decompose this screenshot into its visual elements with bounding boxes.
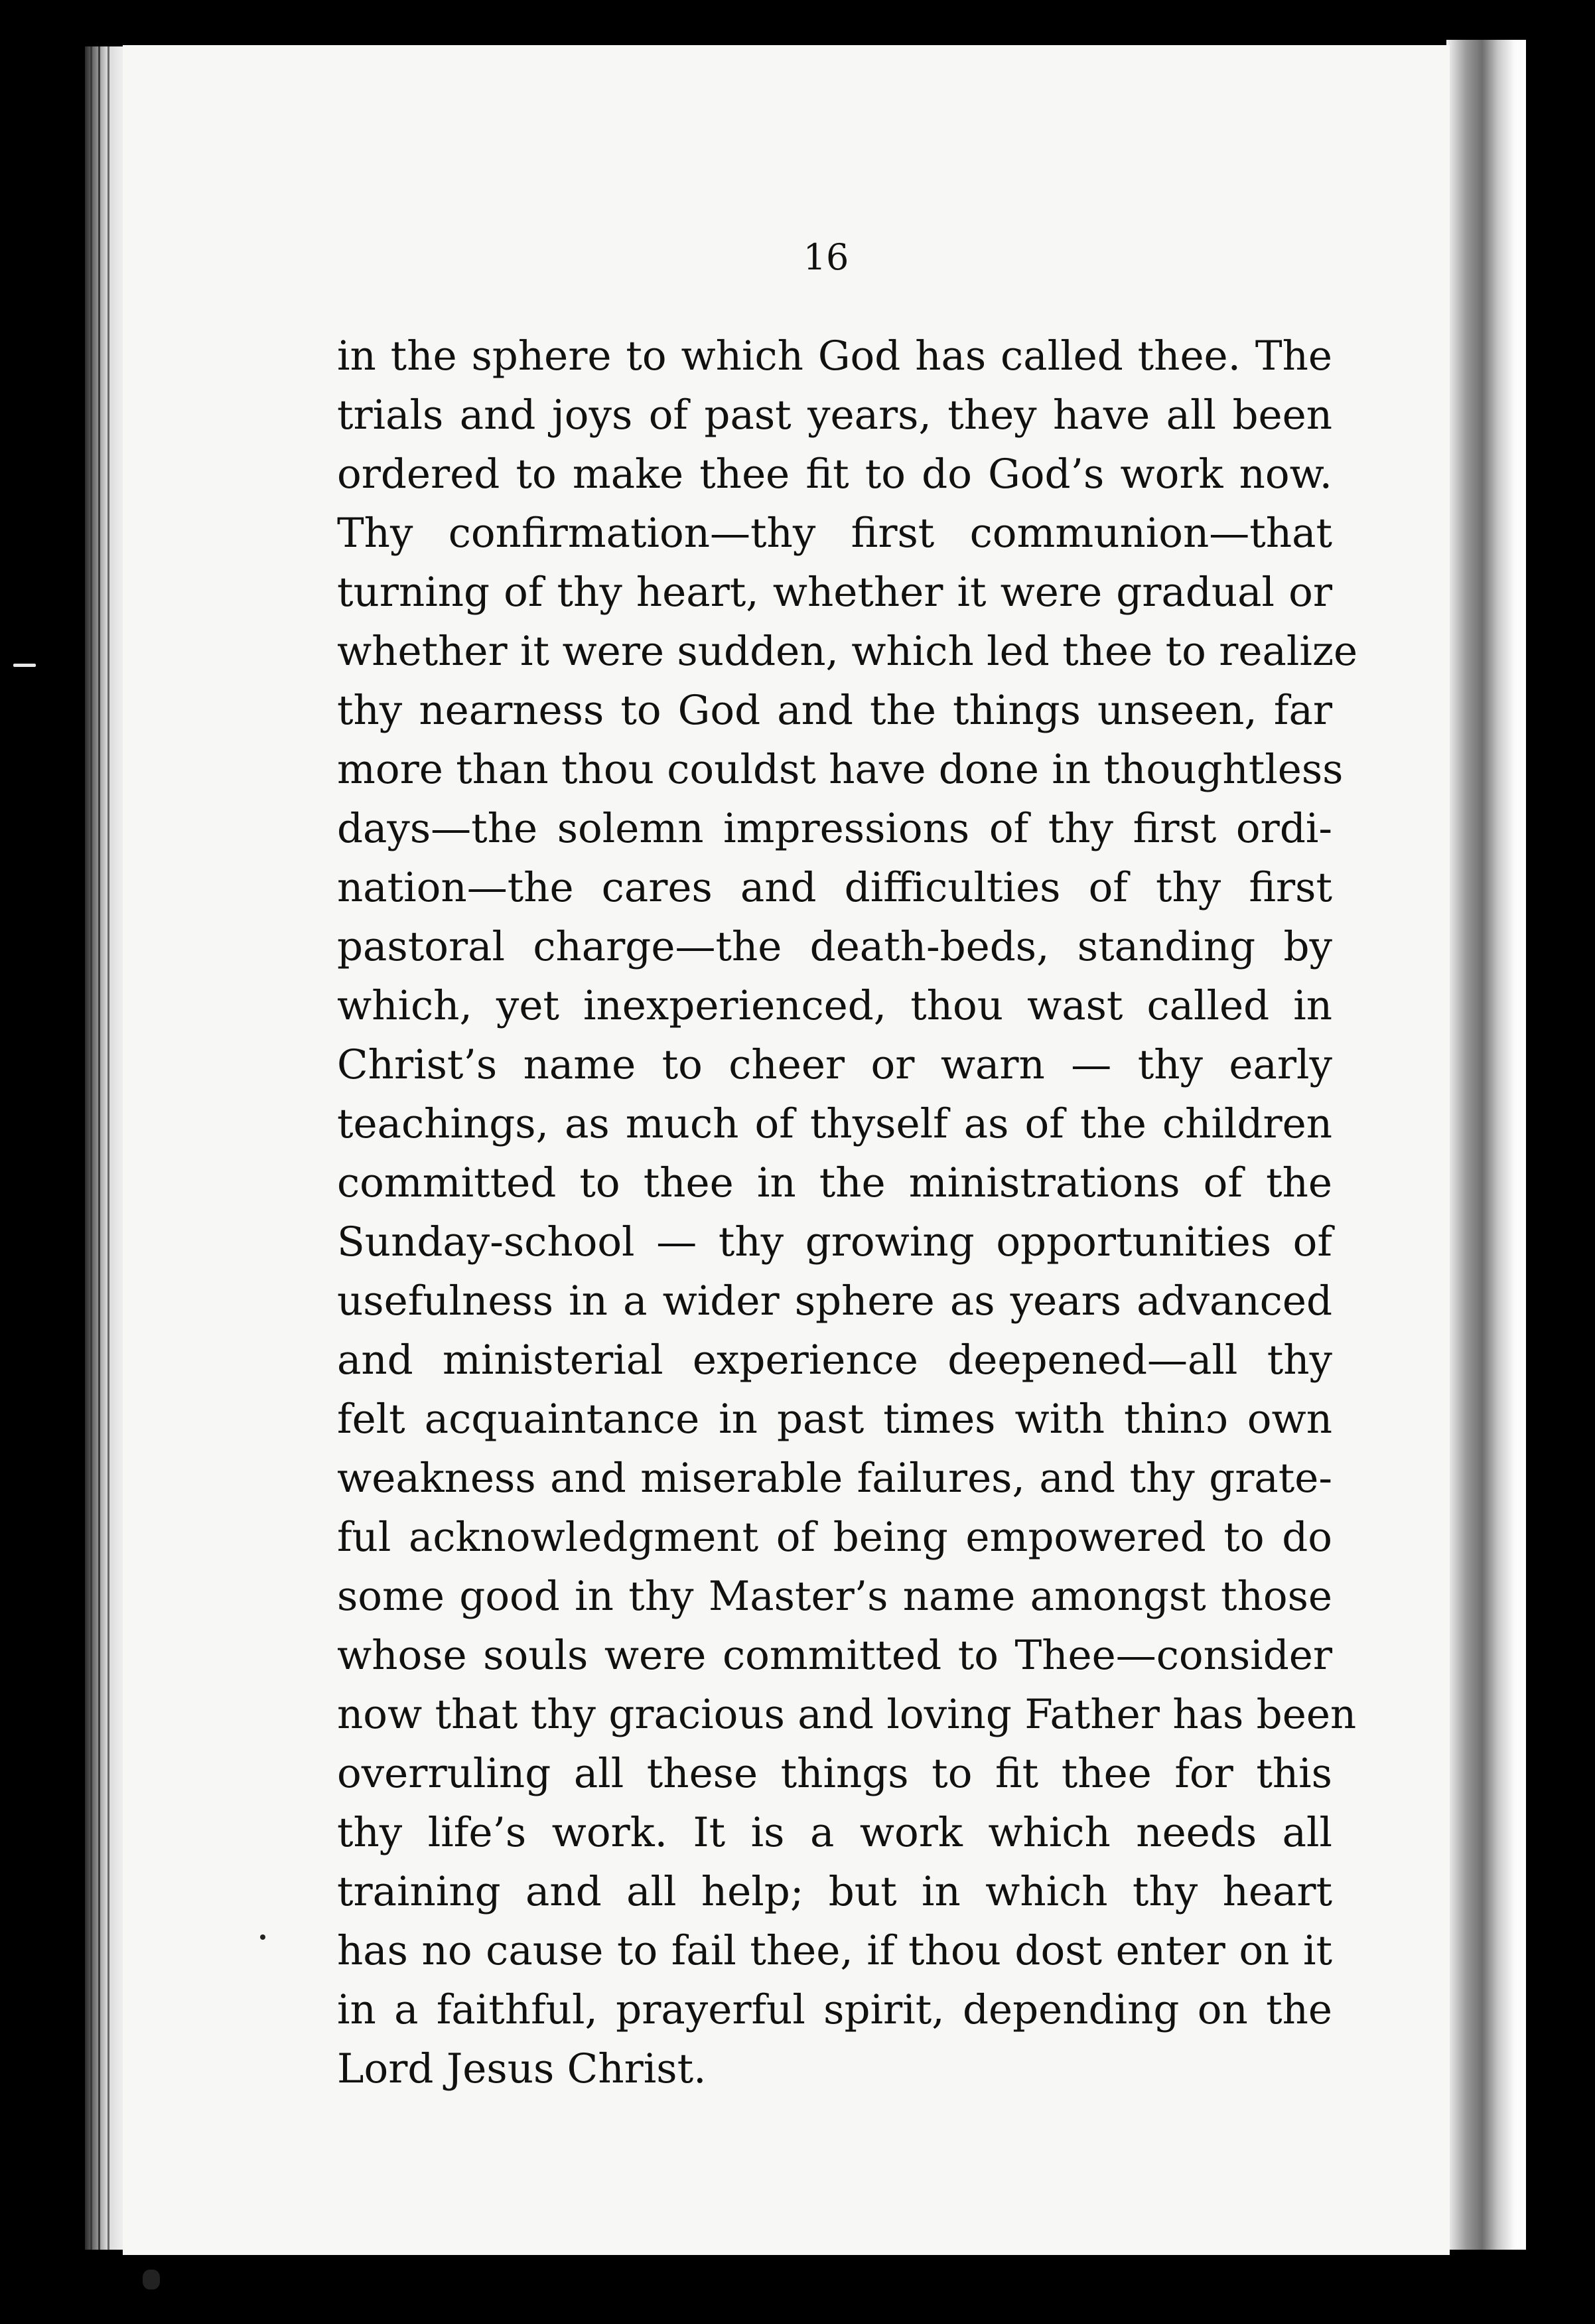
text-line: overruling all these things to fit thee for this [337,1750,1332,1797]
text-line: whether it were sudden, which led thee to realize [337,628,1358,675]
text-line: ful acknowledgment of being empowered to do [337,1514,1332,1561]
text-line: weakness and miserable failures, and thy grate- [337,1455,1332,1502]
text-line: Sunday-school — thy growing opportunities of [337,1218,1332,1266]
text-line: some good in thy Master’s name amongst those [337,1573,1332,1620]
text-line: turning of thy heart, whether it were gradual or [337,569,1332,616]
text-line: felt acquaintance in past times with thinɔ own [337,1396,1332,1443]
text-line: Christ’s name to cheer or warn — thy early [337,1041,1332,1088]
scan-speck [143,2270,160,2289]
text-line: thy life’s work. It is a work which needs all [337,1809,1332,1856]
text-line: teachings, as much of thyself as of the children [337,1100,1332,1147]
book-page [123,45,1450,2255]
text-line: training and all help; but in which thy heart [337,1868,1332,1915]
text-line: whose souls were committed to Thee—consider [337,1632,1332,1679]
text-line: has no cause to fail thee, if thou dost enter on it [337,1927,1332,1974]
text-line: nation—the cares and difficulties of thy first [337,864,1332,911]
left-page-edge [85,46,125,2250]
page-body-text [337,327,1358,2098]
text-line: in a faithful, prayerful spirit, depending on the [337,1986,1332,2033]
text-line: committed to thee in the ministrations of the [337,1159,1332,1206]
edge-line [98,46,100,2250]
text-line: in the sphere to which God has called thee. The [337,332,1332,380]
edge-line [107,46,109,2250]
edge-line [90,46,92,2250]
text-line: pastoral charge—the death-beds, standing by [337,923,1332,970]
scan-speck [13,664,36,667]
text-line: which, yet inexperienced, thou wast called in [337,982,1332,1029]
text-line: now that thy gracious and loving Father has been [337,1691,1357,1738]
text-line: and ministerial experience deepened—all thy [337,1337,1332,1384]
scan-speck [260,1934,265,1940]
text-line: days—the solemn impressions of thy first ordi- [337,805,1332,852]
text-line: Lord Jesus Christ. [337,2045,707,2092]
text-line: thy nearness to God and the things unseen, far [337,687,1332,734]
text-line: trials and joys of past years, they have all been [337,392,1332,439]
text-line: more than thou couldst have done in thoughtless [337,746,1344,793]
text-line: usefulness in a wider sphere as years advanced [337,1277,1332,1325]
text-line: ordered to make thee fit to do God’s work now. [337,451,1332,498]
page-number: 16 [803,236,849,278]
right-page-edge [1446,40,1526,2250]
text-line: Thy confirmation—thy first communion—that [337,510,1332,557]
